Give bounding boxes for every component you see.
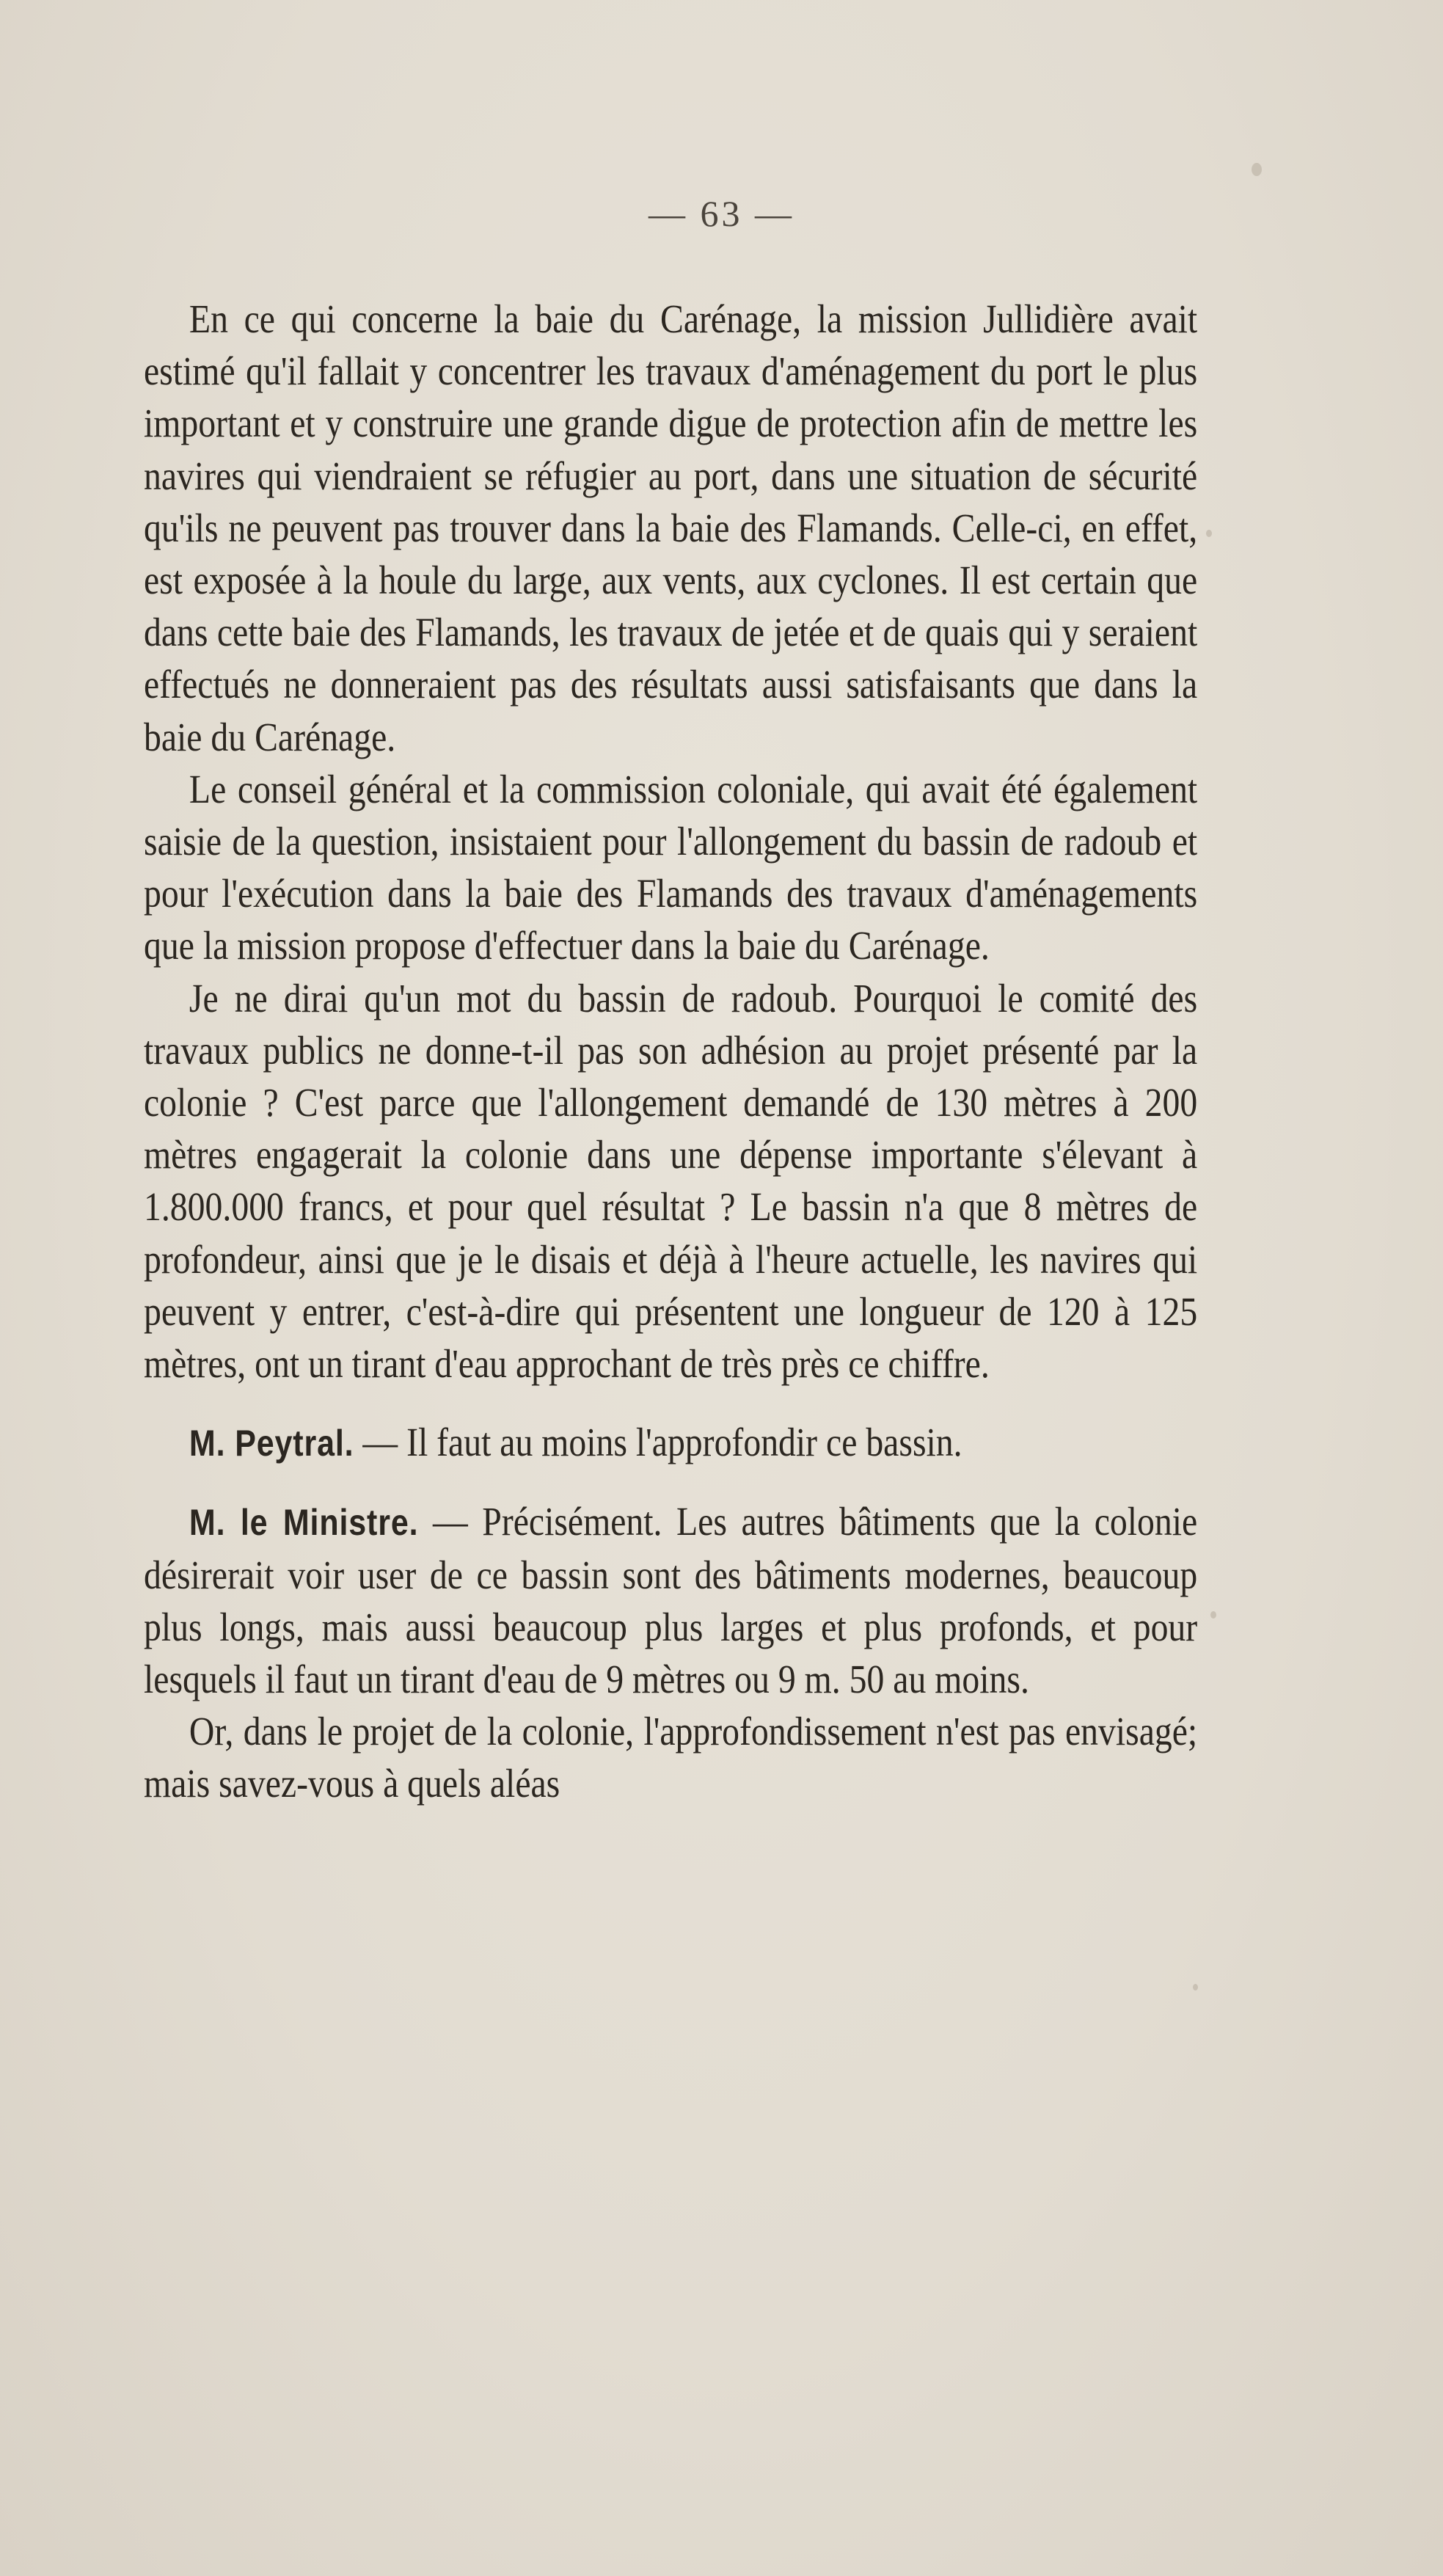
paragraph-caranage: En ce qui concerne la baie du Carénage, la mission Jullidière avait estimé qu'il fallait y concentrer les travaux d'aménagement du port le plus important et y construire une grande digue de protection afin de mettre les navires qui viendraient se réfugier au port, dans une situation de sécurité qu'ils ne peuvent pas trouver dans la baie des Flamands. Celle-ci, en effet, est exposée à la houle du large, aux vents, aux cyclones. Il est certain que dans cette baie des Flamands, les travaux de jetée et de quais qui y seraient effectués ne donneraient pas des résultats aussi satisfaisants que dans la baie du Carénage. (144, 297, 1198, 760)
paragraph-conseil-general: Le conseil général et la commission coloniale, qui avait été également saisie de la question, insistaient pour l'allongement du bassin de radoub et pour l'exécution dans la baie des Flamands des travaux d'aménagements que la mission propose d'effectuer dans la baie du Carénage. (144, 767, 1198, 969)
paper-speck (1206, 530, 1212, 537)
exchange-peytral (144, 1417, 1197, 1470)
body-text (144, 293, 1197, 1811)
speaker-name: M. le Ministre. (189, 1502, 419, 1544)
paragraph-bassin-radoub: Je ne dirai qu'un mot du bassin de radoub. Pourquoi le comité des travaux publics ne donne-t-il pas son adhésion au projet présenté par la colonie ? C'est parce que l'allongement demandé de 130 mètres à 200 mètres engagerait la colonie dans une dépense importante s'élevant à 1.800.000 francs, et pour quel résultat ? Le bassin n'a que 8 mètres de profondeur, ainsi que je le disais et déjà à l'heure actuelle, les navires qui peuvent y entrer, c'est-à-dire qui présentent une longueur de 120 à 125 mètres, ont un tirant d'eau approchant de très près ce chiffre. (144, 976, 1198, 1387)
speaker-name: M. Peytral. (189, 1423, 354, 1464)
paragraph-approfondissement: Or, dans le projet de la colonie, l'approfondissement n'est pas envisagé; mais savez-vous à quels aléas (144, 1710, 1198, 1807)
exchange-ministre (144, 1496, 1197, 1706)
page-number: — 63 — (649, 193, 794, 234)
paper-speck (1252, 163, 1262, 176)
paper-speck (1210, 1611, 1216, 1619)
speech-text: — Précisément. Les autres bâtiments que la colonie désirerait voir user de ce bassin sont des bâtiments modernes, beaucoup plus longs, mais aussi beaucoup plus larges et plus profonds, et pour lesquels il faut un tirant d'eau de 9 mètres ou 9 m. 50 au moins. (144, 1500, 1198, 1703)
speech-text: — Il faut au moins l'approfondir ce bassin. (354, 1420, 962, 1466)
paper-speck (1193, 1984, 1198, 1991)
